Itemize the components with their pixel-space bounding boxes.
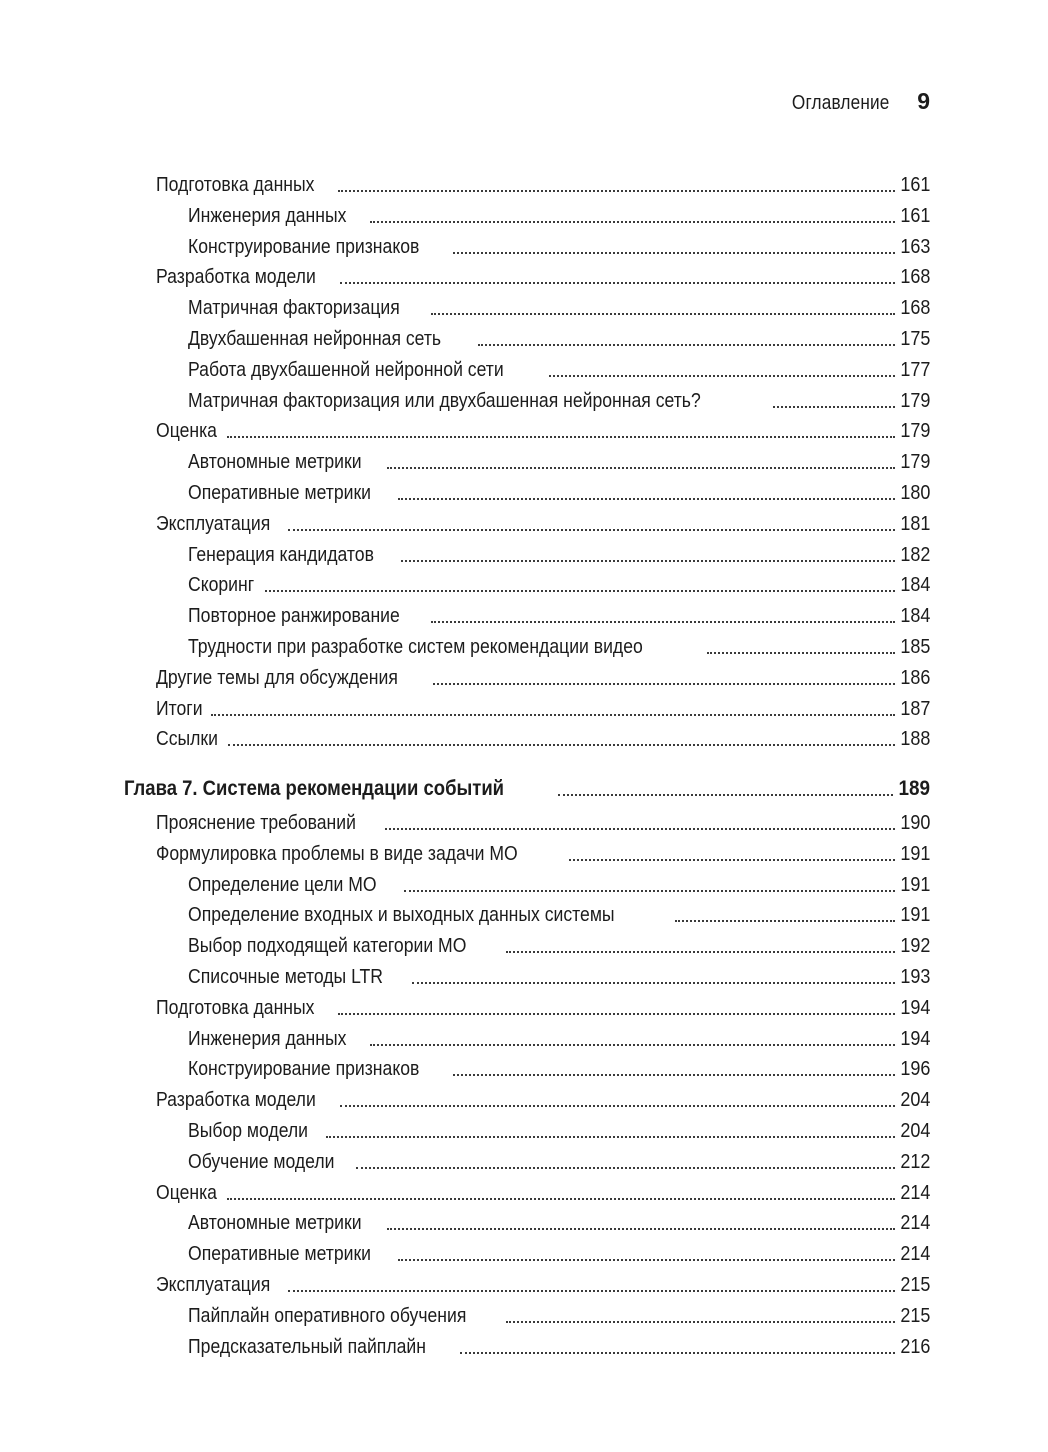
toc-entry-title: Предсказательный пайплайн xyxy=(188,1335,426,1358)
dot-leader xyxy=(558,794,893,796)
toc-entry-page: 191 xyxy=(899,873,930,896)
toc-entry-title: Подготовка данных xyxy=(156,996,315,1019)
toc-entry-page: 168 xyxy=(899,297,930,320)
dot-leader xyxy=(398,1259,895,1261)
dot-leader xyxy=(431,313,895,315)
toc-entry-title: Конструирование признаков xyxy=(188,1058,420,1081)
toc-entry xyxy=(188,933,930,959)
toc-entry-page: 191 xyxy=(899,904,930,927)
toc-entry-title: Конструирование признаков xyxy=(188,235,420,258)
toc-entry xyxy=(156,511,930,537)
toc-entry-title: Двухбашенная нейронная сеть xyxy=(188,328,442,350)
toc-entry-title: Подготовка данных xyxy=(156,174,315,196)
dot-leader xyxy=(340,1105,895,1107)
dot-leader xyxy=(227,436,894,438)
toc-entry-page: 190 xyxy=(899,812,930,834)
toc-entry-page: 192 xyxy=(899,935,930,958)
toc-entry xyxy=(188,326,930,352)
dot-leader xyxy=(433,683,895,685)
dot-leader xyxy=(340,282,895,284)
toc-entry xyxy=(156,665,930,691)
dot-leader xyxy=(453,252,895,254)
toc-entry-title: Генерация кандидатов xyxy=(188,543,374,566)
toc-entry-title: Эксплуатация xyxy=(156,512,271,535)
toc-entry xyxy=(156,1272,930,1298)
dot-leader xyxy=(460,1352,894,1354)
toc-entry-page: 186 xyxy=(899,666,930,689)
toc-entry-page: 177 xyxy=(899,358,930,381)
toc-entry-page: 214 xyxy=(899,1181,930,1204)
toc-entry xyxy=(188,872,930,898)
toc-chapter-heading xyxy=(124,776,930,802)
toc-entry xyxy=(188,1149,930,1175)
dot-leader xyxy=(398,498,895,500)
dot-leader xyxy=(478,344,895,346)
toc-entry-page: 193 xyxy=(899,966,930,988)
toc-entry xyxy=(188,572,930,598)
toc-entry xyxy=(188,603,930,629)
toc-entry-title: Пайплайн оперативного обучения xyxy=(188,1304,467,1327)
toc-entry-title: Автономные метрики xyxy=(188,451,362,474)
toc-entry xyxy=(188,542,930,568)
dot-leader xyxy=(288,529,895,531)
dot-leader xyxy=(549,375,895,377)
toc-entry xyxy=(188,964,930,990)
dot-leader xyxy=(569,859,895,861)
toc-entry-title: Скоринг xyxy=(188,574,255,597)
toc-entry-title: Итоги xyxy=(156,697,203,720)
toc-entry-title: Определение цели МО xyxy=(188,873,377,896)
toc-entry-page: 188 xyxy=(899,728,930,751)
toc-entry-title: Оценка xyxy=(156,1181,217,1204)
toc-entry-page: 179 xyxy=(899,420,930,443)
toc-entry xyxy=(156,418,930,444)
dot-leader xyxy=(453,1074,895,1076)
toc-entry-page: 196 xyxy=(899,1058,930,1081)
toc-entry xyxy=(156,1180,930,1206)
toc-entry xyxy=(188,1210,930,1236)
toc-entry-title: Глава 7. Система рекомендации событий xyxy=(124,777,505,800)
toc-entry xyxy=(156,995,930,1021)
page-number: 9 xyxy=(917,88,930,114)
toc-entry-title: Автономные метрики xyxy=(188,1212,362,1235)
dot-leader xyxy=(404,890,894,892)
dot-leader xyxy=(431,621,895,623)
toc-entry xyxy=(156,810,930,836)
toc-entry-page: 194 xyxy=(899,1027,930,1050)
toc-entry-page: 191 xyxy=(899,842,930,865)
dot-leader xyxy=(265,590,894,592)
dot-leader xyxy=(338,190,895,192)
toc-entry-title: Обучение модели xyxy=(188,1150,335,1173)
dot-leader xyxy=(506,1321,894,1323)
toc-entry xyxy=(188,902,930,928)
dot-leader xyxy=(326,1136,894,1138)
toc-entry-page: 163 xyxy=(899,235,930,258)
toc-entry-title: Списочные методы LTR xyxy=(188,966,384,988)
dot-leader xyxy=(773,406,895,408)
dot-leader xyxy=(370,221,895,223)
toc-entry-title: Выбор подходящей категории МО xyxy=(188,935,467,958)
toc-entry xyxy=(188,1118,930,1144)
dot-leader xyxy=(412,982,895,984)
toc-entry xyxy=(188,480,930,506)
toc-entry-title: Разработка модели xyxy=(156,1089,316,1112)
toc-entry-page: 216 xyxy=(899,1335,930,1358)
toc-entry-page: 189 xyxy=(898,777,930,800)
dot-leader xyxy=(356,1167,894,1169)
toc-entry xyxy=(156,172,930,198)
toc-entry-title: Прояснение требований xyxy=(156,812,356,834)
toc-entry-page: 182 xyxy=(899,543,930,566)
toc-entry-page: 185 xyxy=(899,636,930,658)
toc-entry-title: Оперативные метрики xyxy=(188,482,372,504)
running-title: Оглавление xyxy=(791,92,890,114)
toc-entry-title: Определение входных и выходных данных системы xyxy=(188,904,615,927)
dot-leader xyxy=(506,951,894,953)
dot-leader xyxy=(227,1198,894,1200)
toc-entry-page: 212 xyxy=(899,1150,930,1173)
toc-entry xyxy=(156,1087,930,1113)
toc-entry-title: Эксплуатация xyxy=(156,1274,271,1296)
toc-entry-title: Работа двухбашенной нейронной сети xyxy=(188,358,504,381)
toc-entry-page: 215 xyxy=(899,1304,930,1327)
dot-leader xyxy=(370,1044,895,1046)
toc-entry-page: 161 xyxy=(899,174,930,196)
toc-entry-title: Ссылки xyxy=(156,728,218,751)
toc-entry-page: 214 xyxy=(899,1212,930,1235)
dot-leader xyxy=(228,744,894,746)
toc-entry-title: Матричная факторизация или двухбашенная нейронная сеть? xyxy=(188,389,701,412)
toc-entry-title: Другие темы для обсуждения xyxy=(156,666,398,689)
toc-entry xyxy=(188,1026,930,1052)
toc-entry xyxy=(188,1241,930,1267)
toc-entry-page: 168 xyxy=(899,266,930,289)
toc-entry xyxy=(188,1056,930,1082)
toc-entry-page: 194 xyxy=(899,996,930,1019)
toc-entry-page: 215 xyxy=(899,1274,930,1296)
toc-entry-page: 180 xyxy=(899,482,930,504)
running-head xyxy=(776,88,930,115)
toc-entry xyxy=(188,357,930,383)
toc-entry-title: Инженерия данных xyxy=(188,204,347,227)
toc-entry-title: Формулировка проблемы в виде задачи МО xyxy=(156,842,518,865)
dot-leader xyxy=(288,1290,895,1292)
dot-leader xyxy=(338,1013,895,1015)
toc-entry-page: 187 xyxy=(899,697,930,720)
dot-leader xyxy=(211,714,895,716)
toc-entry xyxy=(188,449,930,475)
toc-entry-page: 184 xyxy=(899,605,930,628)
toc-entry xyxy=(156,726,930,752)
toc-entry-title: Повторное ранжирование xyxy=(188,605,400,628)
toc-entry xyxy=(188,203,930,229)
dot-leader xyxy=(675,920,895,922)
toc-entry xyxy=(188,1303,930,1329)
toc-entry-title: Инженерия данных xyxy=(188,1027,347,1050)
dot-leader xyxy=(401,560,894,562)
toc-entry xyxy=(188,388,930,414)
toc-entry xyxy=(156,696,930,722)
toc-entry-page: 179 xyxy=(899,451,930,474)
toc-entry-page: 181 xyxy=(899,512,930,535)
toc-entry-title: Оперативные метрики xyxy=(188,1243,372,1266)
toc-entry-page: 204 xyxy=(899,1120,930,1142)
toc-entry xyxy=(188,295,930,321)
dot-leader xyxy=(387,1228,894,1230)
toc-entry-title: Матричная факторизация xyxy=(188,297,400,320)
toc-entry-title: Выбор модели xyxy=(188,1120,309,1142)
dot-leader xyxy=(707,652,895,654)
dot-leader xyxy=(385,828,894,830)
toc-entry xyxy=(156,841,930,867)
toc-entry-title: Трудности при разработке систем рекомендации видео xyxy=(188,636,643,658)
toc-entry-page: 214 xyxy=(899,1243,930,1266)
toc-entry xyxy=(156,264,930,290)
toc-entry xyxy=(188,634,930,660)
toc-entry xyxy=(188,234,930,260)
toc-entry-page: 184 xyxy=(899,574,930,597)
toc-entry xyxy=(188,1334,930,1360)
toc-entry-page: 179 xyxy=(899,389,930,412)
toc-entry-page: 175 xyxy=(899,328,930,350)
toc-entry-page: 161 xyxy=(899,204,930,227)
toc-entry-title: Оценка xyxy=(156,420,217,443)
toc-entry-title: Разработка модели xyxy=(156,266,316,289)
toc-entry-page: 204 xyxy=(899,1089,930,1112)
dot-leader xyxy=(387,467,894,469)
